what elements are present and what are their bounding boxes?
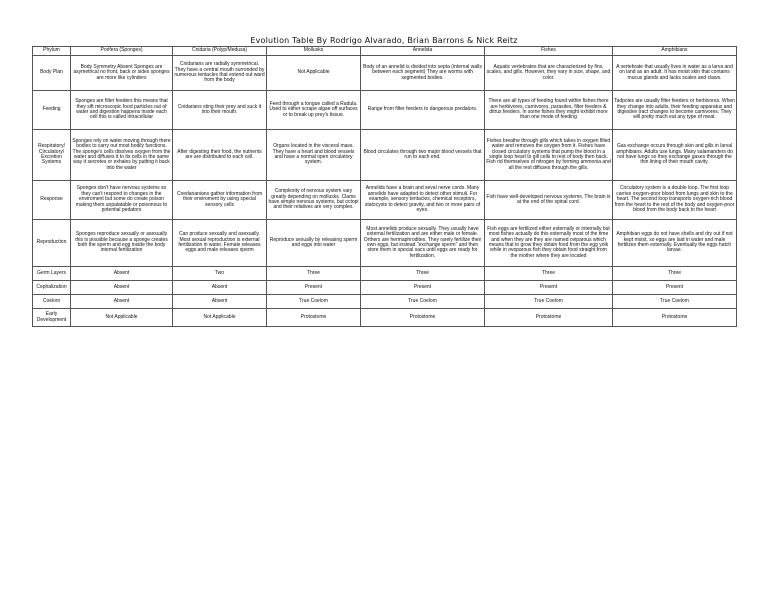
evolution-table <box>32 46 737 327</box>
table-cell: Amphibian eggs do not have shells and dry out if not kept moist, so eggs are laid in water and male fertilizes them externally. Eventually the eggs hatch larvae. <box>613 220 737 267</box>
table-row-response <box>33 181 737 220</box>
table-cell: Present <box>613 281 737 295</box>
table-cell: Blood circulates through two major blood vessels that run to each end. <box>361 130 485 181</box>
page-title: Evolution Table By Rodrigo Alvarado, Brian Barrons & Nick Reitz <box>250 36 518 45</box>
table-row-respiratory <box>33 130 737 181</box>
column-header-fishes: Fishes <box>485 47 613 56</box>
table-row-feeding <box>33 91 737 130</box>
table-cell: Cnidarians sting their prey and suck it into their mouth. <box>173 91 267 130</box>
table-cell: Gas exchange occurs through skin and gills in larval amphibians. Adults use lungs. Many salamanders do not have lungs so they exchange gases through the thin lining of their mouth cavity. <box>613 130 737 181</box>
table-row-germ-layers <box>33 267 737 281</box>
table-cell: Not Applicable <box>267 56 361 91</box>
table-cell: Body Symmetry Absent Sponges are asymetrical no front, back or sides sponges are more like cylinders <box>71 56 173 91</box>
table-cell: Range from filter feeders to dangerous predators. <box>361 91 485 130</box>
table-cell: There are all types of feeding found within fishes there are herbivores, carnivores, parasites, filter feeders & ditrus feeders. In some fishes they might exhibit more than one mode of feeding <box>485 91 613 130</box>
table-row-coelom <box>33 295 737 309</box>
column-header-annelida: Annelida <box>361 47 485 56</box>
table-cell: Three <box>267 267 361 281</box>
table-row-cephalization <box>33 281 737 295</box>
table-cell: Annelids have a brain and seval nerve cords. Many annelids have adapted to detect other stimuli. For example, sensory tentacles, chemical receptors, statocysts to detect gravity, and two or more pairs of eyes. <box>361 181 485 220</box>
table-cell: Cnidarians are radially symmetrical. They have a central mouth surronded by numerous tentacles that extend out ward from the body <box>173 56 267 91</box>
header-row <box>33 47 737 56</box>
table-cell: True Coelom <box>267 295 361 309</box>
row-label: Body Plan <box>33 56 71 91</box>
table-cell: Absent <box>71 295 173 309</box>
table-cell: Tadpoles are usually filter feeders or herbivores. When they change into adults, their feeding apparatus and digestive tract changes to become carnivores. They will pretty much eat any type of meat. <box>613 91 737 130</box>
table-cell: True Coelom <box>485 295 613 309</box>
row-label: Response <box>33 181 71 220</box>
table-cell: Fish have well-developed nervous systems. The brain is at the end of the spinal cord. <box>485 181 613 220</box>
table-row-reproduction <box>33 220 737 267</box>
table-cell: Not Applicable <box>173 309 267 327</box>
column-header-porifera: Porifera (Sponges) <box>71 47 173 56</box>
table-cell: Sponges rely on water moving through there bodies to carry out most bodily functions. The sponge's cells disolves oxygen from the water and diffuses it to its cells in the same way it secretes or exhales by putting it back into the water <box>71 130 173 181</box>
column-header-mollusks: Mollusks <box>267 47 361 56</box>
table-cell: Not Applicable <box>71 309 173 327</box>
table-cell: Three <box>361 267 485 281</box>
table-cell: Circulatory system is a double loop. The first loop carries oxygen-poor blood from lungs and skin to the heart. The second loop transports oxygen-rich blood from the heart to the rest of the body and oxygen-poor blood from the body back to the heart <box>613 181 737 220</box>
table-cell: Fishes breathe through gills which takes in oxygen filled water and removes the oxygen from it. Fishes have closed circulatory systems that pump the blood in a single loop heart to gill cells to rest of body then back. Fish rid themselves of nitrogen by forming ammonia and all the rest diffuses through the gills. <box>485 130 613 181</box>
table-cell: Body of an annelid is divided into septa (internal walls between each segment) They are worms with segmented bodies. <box>361 56 485 91</box>
table-cell: Protostome <box>485 309 613 327</box>
table-cell: Protostome <box>361 309 485 327</box>
row-label: Feeding <box>33 91 71 130</box>
row-label: Coelom <box>33 295 71 309</box>
row-label: Early Development <box>33 309 71 327</box>
table-cell: Three <box>485 267 613 281</box>
table-cell: After digesting their food, the nutrients are are distributed to each cell. <box>173 130 267 181</box>
table-row-body-plan <box>33 56 737 91</box>
table-cell: Absent <box>71 267 173 281</box>
table-cell: Complexity of nervous system vary greatly depending on mollusks. Clams have simple nervous systems, but octopi and their relatives are very complex. <box>267 181 361 220</box>
table-cell: Protostome <box>613 309 737 327</box>
table-cell: Organs located in the visceral mass. They have a heart and blood vessels and have a normal open circulatory system. <box>267 130 361 181</box>
table-row-early-development <box>33 309 737 327</box>
table-cell: Cnedarianians gather information from their enviroment by using special sensory cells <box>173 181 267 220</box>
table-cell: True Coelom <box>613 295 737 309</box>
table-cell: Protostome <box>267 309 361 327</box>
table-cell: Sponges are filter feeders this means that they sift microscopic food particles out of water and digestion happens inside each cell this is called intracellular <box>71 91 173 130</box>
column-header-cnidaria: Cnidaria (Polyp/Medusa) <box>173 47 267 56</box>
table-cell: Fish eggs are fertilized either externally or internally but most fishes actually do this externally most of the time and when they are they are named oviparous which means that to grow they obtain food from the egg yolk while in ovoparous fish they obtain food straight from the mother where they are located <box>485 220 613 267</box>
table-cell: Most annelids produce sexually. They usually have external fertilization and are either male or female. Orthers are hermaphrodites. They rarely fertilize their own eggs, but instead "exchange sperm" and then store them in special sacs until eggs are ready for fertilization. <box>361 220 485 267</box>
table-cell: Feed through a tongue called a Radula. Used to either scrape algae off surfaces or to break up prey's tissue. <box>267 91 361 130</box>
column-header-phylum: Phylum <box>33 47 71 56</box>
table-cell: A vertebrate that usually lives in water as a larva and on land as an adult. It has moist skin that contains mucus glands and lacks scales and claws. <box>613 56 737 91</box>
table-cell: Three <box>613 267 737 281</box>
row-label: Respiratory/ Circulatory/ Excretion Systems <box>33 130 71 181</box>
row-label: Cephalization <box>33 281 71 295</box>
table-cell: Sponges reproduce sexually or asexually this is possible because a sponge creates both the sperm and egg inside the body internal fertilization <box>71 220 173 267</box>
row-label: Germ Layers <box>33 267 71 281</box>
table-cell: Can produce sexually and asexually. Most sexual reproduction is external fertilization in water. Female releases eggs and male releases sperm <box>173 220 267 267</box>
row-label: Reproduction <box>33 220 71 267</box>
table-cell: True Coelom <box>361 295 485 309</box>
table-cell: Present <box>485 281 613 295</box>
column-header-amphibians: Amphibians <box>613 47 737 56</box>
table-cell: Reproduce sexually by releasing sperm and eggs into water <box>267 220 361 267</box>
table-cell: Aquatic vertebrates that are characterized by fins, scales, and gills. However, they vary in size, shape, and color. <box>485 56 613 91</box>
table-cell: Absent <box>173 281 267 295</box>
table-cell: Absent <box>173 295 267 309</box>
table-cell: Absent <box>71 281 173 295</box>
table-cell: Present <box>361 281 485 295</box>
table-cell: Present <box>267 281 361 295</box>
table-cell: Sponges don't have nervous systems so they can't respond to changes in the enviroment but some do create poison making them unpalatable or poisonous to potential pedators <box>71 181 173 220</box>
table-cell: Two <box>173 267 267 281</box>
